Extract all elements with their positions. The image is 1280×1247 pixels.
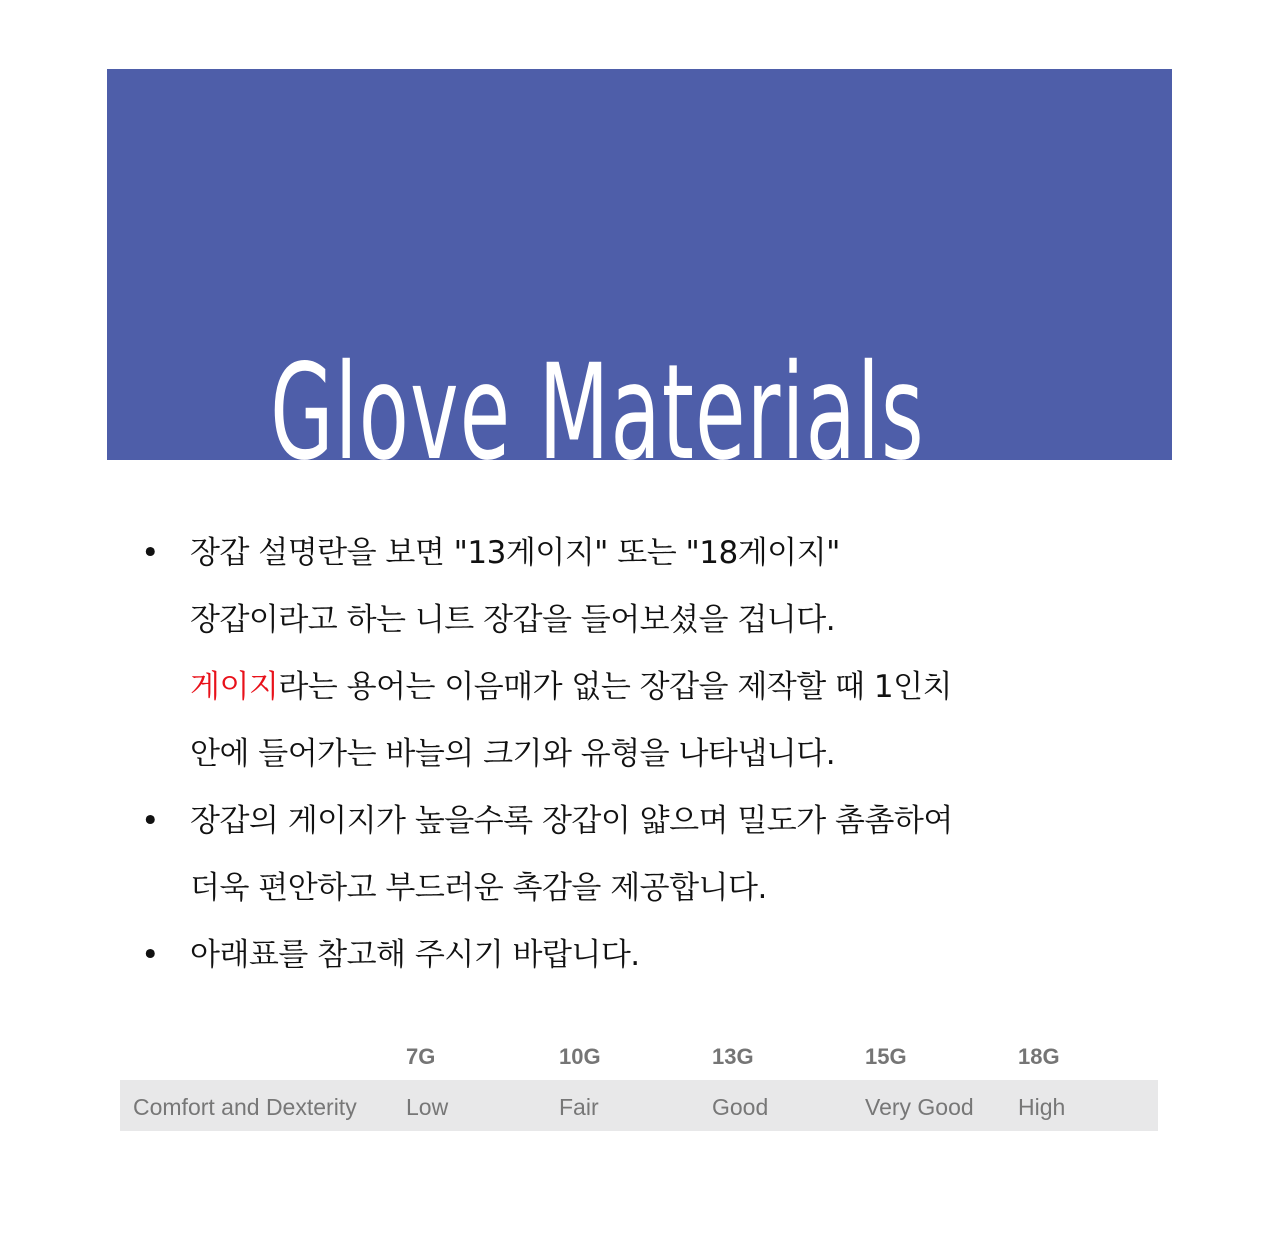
column-header-18g: 18G	[1018, 1044, 1060, 1069]
bullet-item	[140, 520, 1140, 788]
bullet-line	[190, 654, 1140, 721]
highlighted-term: 게이지	[190, 669, 279, 705]
bullet-line	[190, 721, 1140, 788]
value-15g: Very Good	[865, 1094, 974, 1120]
value-10g: Fair	[559, 1094, 599, 1120]
bullet-line	[190, 855, 1140, 922]
bullet-text: 라는 용어는 이음매가 없는 장갑을 제작할 때 1인치	[278, 669, 952, 705]
bullet-item	[140, 788, 1140, 922]
value-18g: High	[1018, 1094, 1066, 1120]
bullet-text: 더욱 편안하고 부드러운 촉감을 제공합니다.	[190, 870, 767, 906]
bullet-line	[190, 587, 1140, 654]
column-header-10g: 10G	[559, 1044, 601, 1069]
column-header-15g: 15G	[865, 1044, 907, 1069]
value-7g: Low	[406, 1094, 449, 1120]
title-banner	[107, 69, 1172, 490]
bullet-text: 안에 들어가는 바늘의 크기와 유형을 나타냅니다.	[190, 736, 836, 772]
column-header-7g: 7G	[406, 1044, 436, 1069]
gauge-comparison-table	[120, 1038, 1158, 1131]
bullet-dot-icon: •	[141, 937, 159, 973]
bullet-line	[190, 520, 1140, 587]
bullet-line	[190, 788, 1140, 855]
row-label: Comfort and Dexterity	[133, 1094, 357, 1120]
bullet-text: 장갑이라고 하는 니트 장갑을 들어보셨을 겁니다.	[190, 602, 836, 638]
bullet-dot-icon: •	[141, 535, 159, 571]
banner-title: Glove Materials	[270, 336, 925, 490]
bullet-item	[140, 922, 1140, 989]
bullet-text: 장갑의 게이지가 높을수록 장갑이 얇으며 밀도가 촘촘하여	[190, 803, 953, 839]
bullet-dot-icon: •	[141, 803, 159, 839]
column-header-13g: 13G	[712, 1044, 754, 1069]
bullet-text: 장갑 설명란을 보면 "13게이지" 또는 "18게이지"	[190, 535, 840, 571]
description-bullets	[140, 520, 1140, 989]
table-header-row	[120, 1038, 1158, 1080]
bullet-line	[190, 922, 1140, 989]
bullet-text: 아래표를 참고해 주시기 바랍니다.	[190, 937, 640, 973]
table-row	[120, 1080, 1158, 1131]
value-13g: Good	[712, 1094, 769, 1120]
